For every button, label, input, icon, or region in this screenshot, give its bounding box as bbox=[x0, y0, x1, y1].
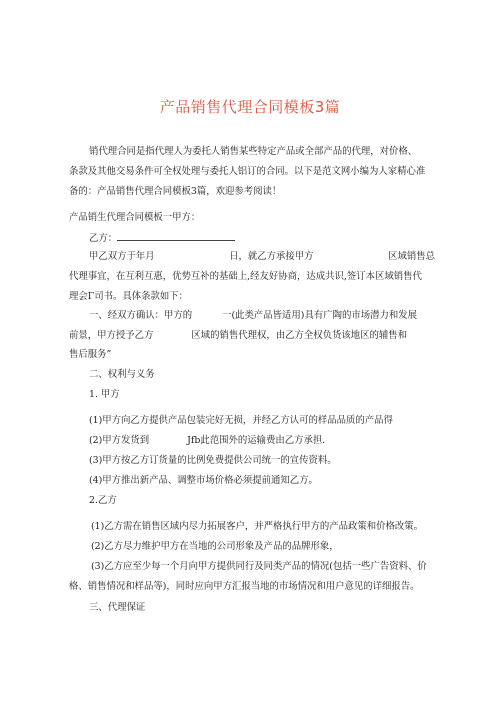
intro-line-3: 备的：产品销售代理合同模板3篇，欢迎参考阅读！ bbox=[69, 186, 282, 197]
s1-part-a: 一、经双方确认：甲方的 bbox=[89, 310, 193, 321]
document-title: 产品销售代理合同模板3篇 bbox=[159, 98, 341, 116]
item-a4: (4)甲方推出新产品、调整市场价格必须提前通知乙方。 bbox=[89, 475, 318, 486]
section-2-sub-1: 1. 甲方 bbox=[89, 389, 120, 400]
a2-part-a: (2)甲方发货到 bbox=[89, 435, 150, 446]
paragraph-1-line-2: 代理事宜，在互利互惠，优势互补的基础上,经友好协商，达成共识,签订本区域销售代 bbox=[69, 271, 422, 282]
p1-part-b: 日，就乙方承接甲方 bbox=[229, 251, 314, 262]
item-b1: (1)乙方需在销售区域内尽力拓展客户，并严格执行甲方的产品政策和价格改策。 bbox=[91, 521, 424, 532]
paragraph-1-line-3: 理会Γ司书。具体条款如下： bbox=[69, 291, 189, 302]
item-b2: (2)乙方尽力维护甲方在当地的公司形象及产品的品牌形象， bbox=[91, 541, 339, 552]
p1-part-c: 区域销售总 bbox=[388, 251, 435, 262]
intro-line-1: 销代理合同是指代理人为委托人销售某些特定产品或全部产品的代理，对价格、 bbox=[89, 146, 418, 157]
s1-line2-part-a: 前景，甲方授予乙方 bbox=[69, 330, 154, 341]
intro-line-2: 条款及其他交易条件可全权处理与委托人铝订的合同。以下是范文网小编为人家精心准 bbox=[69, 166, 426, 177]
item-a2 bbox=[89, 435, 435, 447]
s1-part-b: 一(此类产品皆适用)具有广陶的市场潜力和发展 bbox=[222, 310, 417, 321]
item-a3: (3)甲方按乙方订货量的比例免费提供公司统一的宣传资料。 bbox=[89, 455, 337, 466]
section-1-line-1 bbox=[89, 310, 435, 322]
section-2-heading: 二、权利与义务 bbox=[89, 369, 155, 380]
p1-part-a: 甲乙双方于年月 bbox=[89, 251, 155, 262]
a2-part-b: Jfb此范围外的运输费由乙方承担. bbox=[187, 435, 326, 446]
party-b-line bbox=[89, 231, 435, 245]
party-b-blank bbox=[117, 231, 235, 241]
contract-heading: 产品销生代理合同模板一甲方： bbox=[69, 212, 201, 223]
s1-line2-part-b: 区域的销售代理权，由乙方全权负货该地区的辅售和 bbox=[191, 330, 408, 341]
item-b3-line-2: 格、销售情况和样品等)，同时应向甲方汇报当地的市场情况和用户意见的详细报告。 bbox=[69, 581, 420, 592]
section-2-sub-2: 2.乙方 bbox=[89, 495, 117, 506]
section-1-line-2 bbox=[69, 330, 435, 342]
section-1-line-3: 售后服务” bbox=[69, 349, 112, 360]
paragraph-1-line-1 bbox=[89, 251, 435, 263]
item-b3-line-1: (3)乙方应至少每一个月向甲方提供同行及同类产品的情况(包括一些广告资料、价 bbox=[91, 561, 427, 572]
item-a1: (1)甲方向乙方提供产品包装完好无损，并经乙方认可的样品品质的产品得 bbox=[89, 415, 393, 426]
party-b-label: 乙方： bbox=[89, 233, 118, 244]
section-3-heading: 三、代理保证 bbox=[89, 602, 146, 613]
